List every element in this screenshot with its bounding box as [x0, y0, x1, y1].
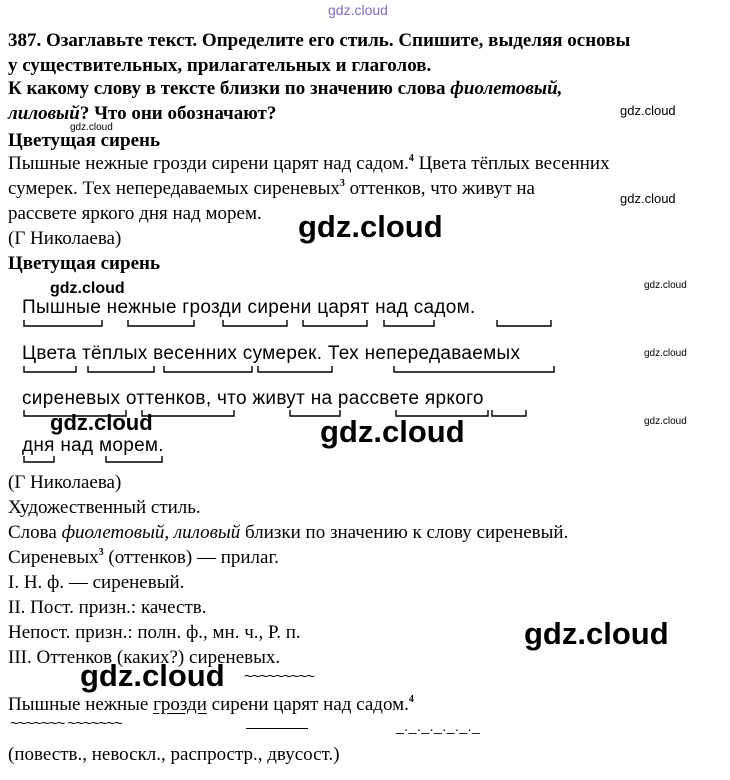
predicate-underline	[246, 728, 308, 729]
sentence-subject: грозди	[153, 694, 207, 715]
original-line-2-a: сумерек. Тех непередаваемых сиреневых	[8, 178, 340, 199]
handwritten-line-3: сиреневых оттенков, что живут на рассвете яркого	[22, 388, 484, 409]
original-line-2-b: оттенков, что живут на	[344, 178, 535, 199]
original-line-1-a: Пышные нежные грозди сирени царят над садом.	[8, 153, 409, 174]
stem-mark	[394, 366, 554, 372]
watermark: gdz.cloud	[620, 103, 676, 118]
synonyms-c: близки по значению к слову сиреневый.	[240, 522, 569, 543]
stem-mark	[258, 366, 332, 372]
stem-mark	[24, 410, 126, 416]
original-line-3: рассвете яркого дня над морем.	[8, 203, 262, 224]
original-line-1-b: Цвета тёплых весенних	[413, 153, 610, 174]
watermark: gdz.cloud	[644, 416, 687, 427]
watermark: gdz.cloud	[50, 280, 125, 297]
task-line-2: у существительных, прилагательных и глаголов.	[8, 55, 432, 76]
stem-mark	[492, 410, 526, 416]
answer-synonyms	[8, 522, 568, 544]
stem-mark	[24, 366, 76, 372]
answer-step-1: I. Н. ф. — сиреневый.	[8, 572, 185, 593]
footnote-marker: 4	[408, 694, 414, 705]
synonyms-a: Слова	[8, 522, 62, 543]
watermark: gdz.cloud	[298, 209, 443, 244]
task-line-4-text: ? Что они обозначают?	[79, 103, 277, 124]
stem-mark	[106, 456, 162, 462]
answer-parse-head	[8, 547, 279, 569]
stem-mark	[396, 410, 488, 416]
handwritten-line-2: Цвета тёплых весенних сумерек. Тех непередаваемых	[22, 343, 521, 364]
dash-dot-underline: _._._._._._._	[396, 718, 481, 734]
stem-mark	[384, 320, 434, 326]
watermark: gdz.cloud	[50, 410, 153, 435]
synonyms-italic: фиолетовый, лиловый	[61, 522, 241, 543]
answer-sentence	[8, 694, 414, 716]
stem-mark	[164, 366, 252, 372]
wavy-underline: ~~~~~~~ ~~~~~~~	[10, 715, 122, 732]
stem-mark	[290, 410, 340, 416]
watermark: gdz.cloud	[70, 122, 113, 133]
task-line-1: 387. Озаглавьте текст. Определите его стиль. Спишите, выделяя основы	[8, 30, 631, 51]
footnote-marker: 4	[408, 153, 414, 164]
watermark: gdz.cloud	[644, 348, 687, 359]
answer-author: (Г Николаева)	[8, 472, 122, 493]
stem-mark	[497, 320, 551, 326]
footnote-marker: 3	[98, 547, 104, 558]
handwritten-title: Цветущая сирень	[8, 253, 160, 274]
answer-step-3: Непост. призн.: полн. ф., мн. ч., Р. п.	[8, 622, 301, 643]
watermark: gdz.cloud	[80, 658, 225, 693]
stem-mark	[142, 410, 234, 416]
watermark: gdz.cloud	[320, 414, 465, 449]
stem-mark	[88, 366, 154, 372]
stem-mark	[303, 320, 367, 326]
stem-mark	[24, 456, 54, 462]
watermark-top: gdz.cloud	[328, 2, 388, 18]
parse-rest: (оттенков) — прилаг.	[103, 547, 279, 568]
handwritten-line-4: дня над морем.	[22, 435, 164, 456]
watermark: gdz.cloud	[620, 191, 676, 206]
sentence-b: сирени царят над садом.	[206, 694, 409, 715]
watermark: gdz.cloud	[644, 280, 687, 291]
stem-mark	[223, 320, 287, 326]
sentence-characteristics: (повеств., невоскл., распростр., двусост.)	[8, 744, 340, 765]
task-line-3-text: К какому слову в тексте близки по значению слова	[8, 78, 451, 99]
watermark: gdz.cloud	[524, 616, 669, 651]
stem-mark	[128, 320, 194, 326]
task-line-4-italic: лиловый	[8, 103, 80, 124]
parse-word: Сиреневых	[8, 547, 99, 568]
answer-style: Художественный стиль.	[8, 497, 201, 518]
answer-step-4: III. Оттенков (каких?) сиреневых.	[8, 647, 281, 668]
wavy-underline: ~~~~~~~~~	[244, 668, 314, 685]
task-line-3-italic: фиолетовый,	[450, 78, 563, 99]
handwritten-line-1: Пышные нежные грозди сирени царят над садом.	[22, 297, 476, 318]
sentence-a: Пышные нежные	[8, 694, 154, 715]
footnote-marker: 3	[339, 178, 345, 189]
stem-mark	[24, 320, 102, 326]
original-title: Цветущая сирень	[8, 130, 160, 151]
original-author: (Г Николаева)	[8, 228, 122, 249]
answer-step-2: II. Пост. призн.: качеств.	[8, 597, 207, 618]
